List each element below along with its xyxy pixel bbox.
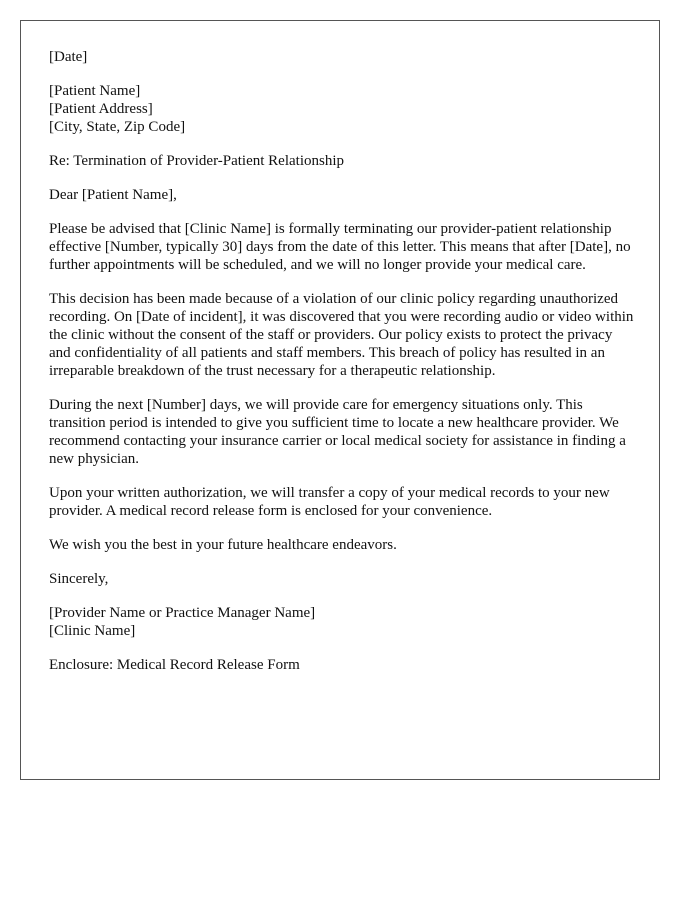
letter-closing bbox=[49, 570, 637, 588]
signature-clinic: [Clinic Name] bbox=[49, 623, 136, 639]
salutation-text: Dear [Patient Name], bbox=[49, 187, 177, 203]
paragraph-reason: This decision has been made because of a violation of our clinic policy regarding unauthorized recording. On [Date of incident], it was discovered that you were recording audio or video within the clinic without the consent of the staff or providers. Our policy exists to protect the privacy and confidentiality of all patients and staff members. This breach of policy has resulted in an irreparable breakdown of the trust necessary for a therapeutic relationship. bbox=[49, 291, 634, 379]
letter-subject bbox=[49, 152, 637, 170]
paragraph-termination-notice: Please be advised that [Clinic Name] is formally terminating our provider-patient relationship effective [Number, typically 30] days from the date of this letter. This means that after [Date], no further appointments will be scheduled, and we will no longer provide your medical care. bbox=[49, 221, 631, 273]
recipient-address: [Patient Address] bbox=[49, 101, 153, 117]
subject-text: Re: Termination of Provider-Patient Relationship bbox=[49, 153, 344, 169]
recipient-city-state-zip: [City, State, Zip Code] bbox=[49, 119, 186, 135]
paragraph-well-wishes: We wish you the best in your future healthcare endeavors. bbox=[49, 537, 397, 553]
letter-page bbox=[20, 20, 660, 780]
enclosure-text: Enclosure: Medical Record Release Form bbox=[49, 657, 300, 673]
signature-name: [Provider Name or Practice Manager Name] bbox=[49, 605, 316, 621]
date-text: [Date] bbox=[49, 49, 88, 65]
letter-salutation bbox=[49, 186, 637, 204]
paragraph-transition-period: During the next [Number] days, we will provide care for emergency situations only. This transition period is intended to give you sufficient time to locate a new healthcare provider. We recommend contacting your insurance carrier or local medical society for assistance in finding a new physician. bbox=[49, 397, 626, 467]
paragraph-medical-records: Upon your written authorization, we will transfer a copy of your medical records to your new provider. A medical record release form is enclosed for your convenience. bbox=[49, 485, 610, 519]
recipient-name: [Patient Name] bbox=[49, 83, 141, 99]
signature-block bbox=[49, 604, 637, 640]
enclosure-note bbox=[49, 656, 637, 674]
letter-date bbox=[49, 48, 637, 66]
letter-body bbox=[49, 48, 637, 690]
recipient-address-block bbox=[49, 82, 637, 136]
closing-text: Sincerely, bbox=[49, 571, 109, 587]
